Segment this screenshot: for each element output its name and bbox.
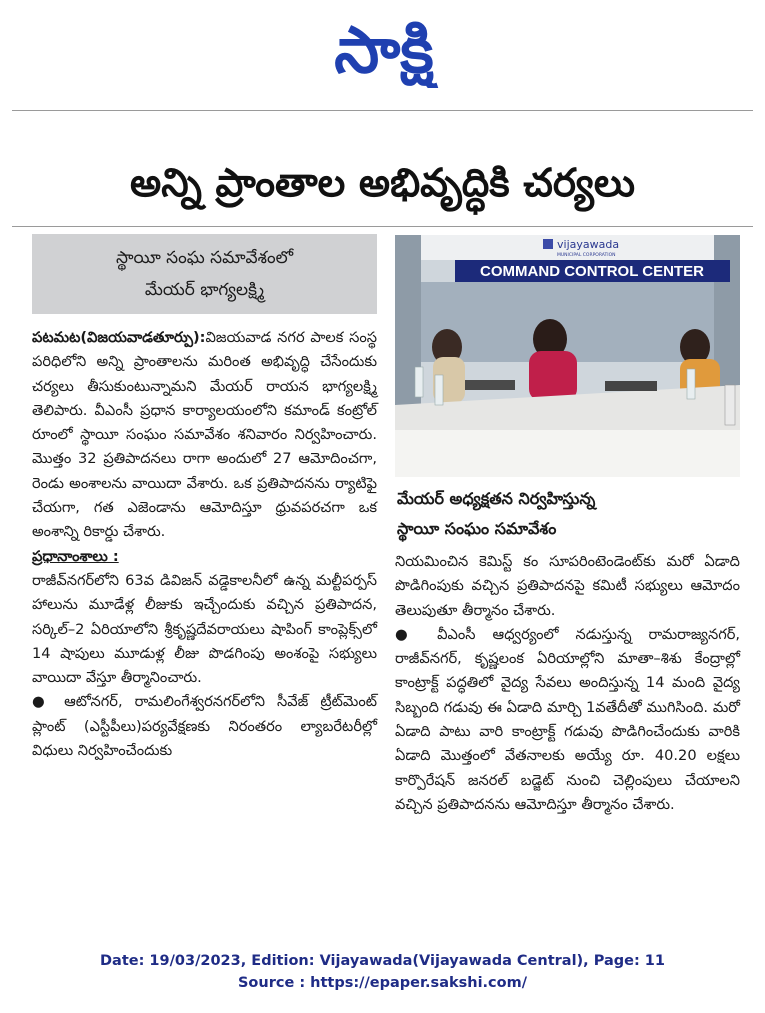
article-lead — [32, 326, 377, 545]
article-column-left — [32, 326, 377, 763]
article-para-2: రాజీవ్‌నగర్‌లోని 63వ డివిజన్ వడ్డెకాలనీలో ఉన్న మల్టీపర్పస్ హాలును మూడేళ్ల లీజుకు ఇచ్చేందుకు వచ్చిన ప్రతిపాదన, సర్కిల్–2 ఏరియాలోని శ్రీకృష్ణదేవరాయలు షాపింగ్ కాంప్లెక్స్‌లో 14 షాపులు మూడుళ్ల లీజు పొడగింపు అంశంపై సభ్యులు వాయిదా వేస్తూ తీర్మానించారు. — [32, 571, 377, 687]
footer-source: Source : https://epaper.sakshi.com/ — [237, 975, 528, 991]
article-para-4: నియమించిన కెమిస్ట్ కం సూపరింటెండెంట్‌కు మరో ఏడాది పొడిగింపుకు వచ్చిన ప్రతిపాదనపై కమిటీ సభ్యులు ఆమోదం తెలుపుతూ తీర్మానం చేశారు. — [395, 553, 740, 619]
article-column-right — [395, 550, 740, 817]
photo-caption — [397, 484, 742, 544]
photo-logo-subtext: MUNICIPAL CORPORATION — [557, 253, 616, 258]
kicker-line-1: స్థాయీ సంఘ సమావేశంలో — [115, 248, 294, 268]
sakshi-logo — [288, 14, 480, 88]
article-subhead: ప్రధానాంశాలు : — [32, 547, 119, 565]
headline-divider — [12, 226, 753, 227]
photo-banner-text: COMMAND CONTROL CENTER — [480, 263, 704, 280]
sakshi-logo-text: సాక్షి — [334, 14, 434, 88]
meeting-photo — [395, 235, 740, 477]
sakshi-logo-mark — [288, 14, 480, 88]
photo-caption-line-1: మేయర్ అధ్యక్షతన నిర్వహిస్తున్న — [397, 489, 596, 508]
kicker-box — [32, 234, 377, 314]
photo-logo-text: vijayawada — [557, 238, 620, 251]
kicker-line-2: మేయర్ భాగ్యలక్ష్మి — [144, 280, 265, 300]
page-headline: అన్ని ప్రాంతాల అభివృద్ధికి చర్యలు — [130, 161, 635, 206]
top-divider — [12, 110, 753, 111]
meeting-photo-illustration — [395, 235, 740, 477]
article-para-3: ● ఆటోనగర్, రామలింగేశ్వరనగర్‌లోని సీవేజ్ ట్రీట్‌మెంట్ ప్లాంట్ (ఎస్టీపీలు)పర్యవేక్షణకు నిరంతరం ల్యాబరేటరీల్లో విధులు నిర్వహించేందుకు — [32, 693, 377, 760]
article-para-1: విజయవాడ నగర పాలక సంస్థ పరిధిలోని అన్ని ప్రాంతాలను మరింత అభివృద్ధి చేసేందుకు చర్యలు తీసుకుంటున్నామని మేయర్ రాయన భాగ్యలక్ష్మి తెలిపారు. వీఎంసీ ప్రధాన కార్యాలయంలోని కమాండ్ కంట్రోల్ రూంలో స్థాయీ సంఘం సమావేశం శనివారం నిర్వహించారు. మొత్తం 32 ప్రతిపాదనలు రాగా అందులో 27 ఆమోదించగా, రెండు అంశాలను వాయిదా వేశారు. ఒక ప్రతిపాదనను ర్యాటిఫై చేయగా, గత ఎజెండాను ఆమోదిస్తూ ధ్రువపరచగా ఒక అంశాన్ని రికార్డు చేశారు. — [32, 329, 377, 541]
article-dateline: పటమట(విజయవాడతూర్పు): — [32, 329, 206, 346]
article-para-5: ● వీఎంసీ ఆధ్వర్యంలో నడుస్తున్న రామరాజ్యనగర్, రాజీవ్‌నగర్, కృష్ణలంక ఏరియాల్లోని మాతా–శిశు కేంద్రాల్లో కాంట్రాక్ట్ పద్ధతిలో వైద్య సేవలు అందిస్తున్న 14 మంది వైద్య సిబ్బంది గడువు ఈ ఏడాది మార్చి 1వతేదీతో ముగిసింది. మరో ఏడాది పాటు వారి కాంట్రాక్ట్ గడువు పొడిగించేందుకు వారికి ఏడాది మొత్తంలో వేతనాలకు అయ్యే రూ. 40.20 లక్షలు కార్పొరేషన్ జనరల్ బడ్జెట్ నుంచి చెల్లింపులు చేయాలని వచ్చిన ప్రతిపాదనను ఆమోదిస్తూ తీర్మానం చేశారు. — [395, 625, 740, 813]
photo-caption-line-2: స్థాయీ సంఘం సమావేశం — [397, 519, 557, 538]
footer-date-edition: Date: 19/03/2023, Edition: Vijayawada(Vijayawada Central), Page: 11 — [100, 953, 665, 969]
